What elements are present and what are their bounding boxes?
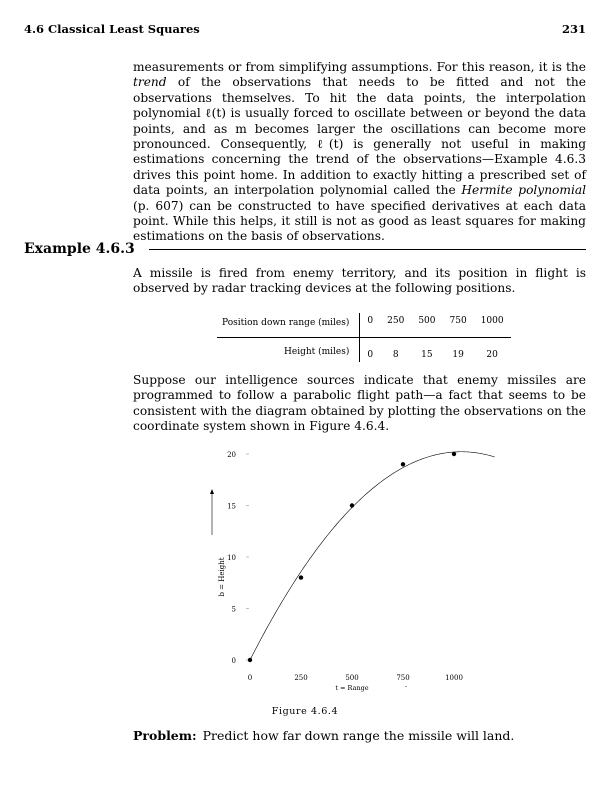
page-number: 231 [561, 22, 586, 36]
section-title: 4.6 Classical Least Squares [24, 22, 200, 36]
example-rule [149, 249, 586, 250]
table-cell: 20 [486, 349, 498, 360]
figure-chart [210, 440, 530, 702]
x-tick-label: 500 [345, 674, 359, 682]
y-tick-label: 10 [227, 554, 236, 562]
intro-text-3: (p. 607) can be constructed to have specified derivatives at each data point. While this helps, it still is not as good as least squares for making estimations on the basis of observations. [133, 198, 586, 244]
intro-emphasis-hermite: Hermite polynomial [461, 183, 587, 198]
missile-paragraph: A missile is fired from enemy territory, and its position in flight is observed by radar tracking devices at the following positions. [133, 266, 586, 296]
example-heading [24, 241, 586, 257]
y-axis-arrowhead [210, 489, 214, 494]
problem-statement [133, 728, 514, 743]
table-row [217, 313, 511, 338]
suppose-paragraph: Suppose our intelligence sources indicate that enemy missiles are programmed to follow a parabolic flight path—a fact that seems to be consistent with the diagram obtained by plotting the observations on the coordinate system shown in Figure 4.6.4. [133, 373, 586, 434]
observation-table [217, 313, 511, 362]
data-point [299, 575, 303, 579]
table-cell: 19 [452, 349, 464, 360]
y-tick-label: 5 [231, 605, 236, 614]
problem-label: Problem: [133, 728, 197, 743]
row-label: Position down range (miles) [217, 313, 360, 338]
row-label: Height (miles) [217, 338, 360, 363]
y-tick-label: 0 [231, 657, 236, 665]
data-point [401, 462, 405, 466]
table-cell: 0 [360, 313, 380, 338]
table-cell: 0 [367, 349, 374, 360]
table-cell: 15 [421, 349, 433, 360]
x-tick-label: 0 [247, 674, 253, 682]
table-cell: 750 [443, 313, 474, 338]
y-axis-label: b = Height [218, 557, 226, 597]
x-tick-label: 250 [294, 674, 308, 682]
x-axis-dash: - [405, 683, 408, 690]
data-point [452, 452, 456, 456]
intro-text-2: of the observations that needs to be fitted and not the observations themselves. To hit the data points, the interpolation polynomial ℓ(t) is usually forced to oscillate between or beyond the data points, and as m becomes larger the oscillations can become more pronounced. Consequently, ℓ(t) is generally not useful in making estimations concerning the trend of the observations—Example 4.6.3 drives this point home. In addition to exactly hitting a prescribed set of data points, an interpolation polynomial called the [133, 75, 586, 198]
intro-text-1: measurements or from simplifying assumptions. For this reason, it is the [133, 60, 586, 74]
table-cell: 250 [380, 313, 411, 338]
example-label: Example 4.6.3 [24, 241, 135, 257]
y-tick-label: 15 [227, 502, 236, 511]
x-tick-label: 1000 [445, 674, 463, 682]
running-head [24, 22, 586, 36]
data-point [248, 658, 252, 662]
table-cell: 8 [392, 349, 399, 360]
table-cell: 1000 [474, 313, 511, 338]
table-cell: 500 [411, 313, 442, 338]
x-tick-label: 750 [396, 674, 410, 682]
y-tick-label: 20 [227, 451, 236, 459]
intro-paragraph [133, 60, 586, 245]
intro-emphasis-trend: trend [133, 75, 167, 90]
x-axis-label: t = Range [335, 684, 369, 692]
data-point [350, 503, 354, 507]
problem-text: Predict how far down range the missile will land. [202, 728, 515, 743]
parabola-curve [250, 452, 495, 660]
figure-caption: Figure 4.6.4 [271, 706, 339, 717]
table-row [217, 338, 511, 363]
